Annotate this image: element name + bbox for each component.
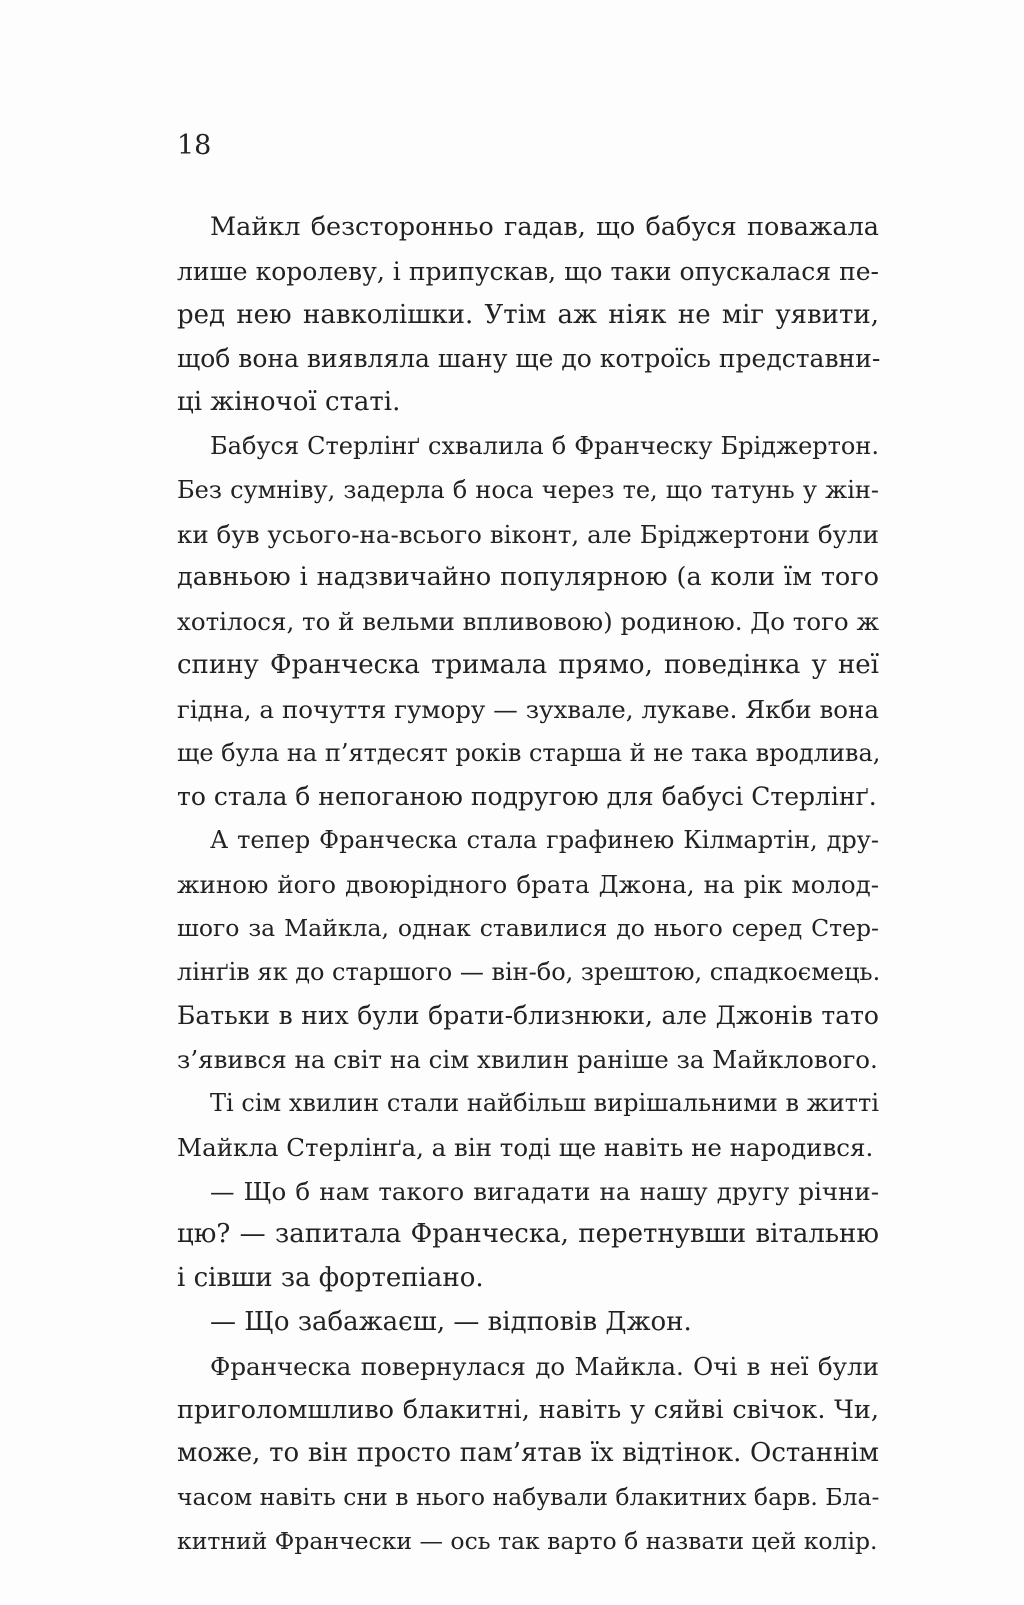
text-line: ред нею навколішки. Утім аж ніяк не міг уявити, — [177, 299, 879, 330]
text-line: — Що б нам такого вигадати на нашу другу річни- — [210, 1176, 879, 1206]
text-line: спину Франческа тримала прямо, поведінка у неї — [177, 649, 879, 680]
text-line: ще була на п’ятдесят років старша й не така вродлива, — [177, 738, 881, 767]
text-line: може, то він просто пам’ятав їх відтінок. Останнім — [177, 1438, 879, 1469]
text-line: давньою і надзвичайно популярною (а коли їм того — [177, 562, 879, 593]
text-line: А тепер Франческа стала графинею Кілмартін, дру- — [210, 826, 879, 855]
text-line: Майкла Стерлінґа, а він тоді ще навіть не народився. — [177, 1132, 874, 1162]
text-line: лише королеву, і припускав, що таки опускалася пе- — [177, 256, 879, 286]
page-number: 18 — [177, 130, 212, 161]
paragraph — [177, 819, 879, 1082]
text-line: китний Франчески — ось так варто б назвати цей колір. — [177, 1526, 878, 1555]
text-line: Майкл безсторонньо гадав, що бабуся поважала — [210, 212, 879, 242]
paragraph — [177, 1345, 879, 1564]
text-line: Батьки в них були брати-близнюки, але Джонів тато — [177, 1001, 879, 1031]
body-text — [177, 206, 879, 1564]
paragraph — [177, 1170, 879, 1301]
text-line: гідна, а почуття гумору — зухвале, лукаве. Якби вона — [177, 694, 879, 724]
text-line: Франческа повернулася до Майкла. Очі в неї були — [210, 1351, 879, 1381]
text-line: ки був усього-на-всього віконт, але Бріджертони були — [177, 519, 879, 549]
text-line: жиною його двоюрідного брата Джона, на рік молод- — [177, 869, 879, 899]
paragraph — [177, 1301, 879, 1345]
text-line: хотілося, то й вельми впливовою) родиною. До того ж — [177, 607, 879, 637]
paragraph — [177, 1082, 879, 1170]
text-line: лінґів як до старшого — він-бо, зрештою, спадкоємець. — [177, 957, 881, 986]
paragraph — [177, 425, 879, 819]
text-line: Бабуся Стерлінґ схвалила б Франческу Бріджертон. — [210, 431, 879, 460]
paragraph — [177, 206, 879, 425]
text-line: цю? — запитала Франческа, перетнувши вітальню — [177, 1219, 879, 1250]
text-line: приголомшливо блакитні, навіть у сяйві свічок. Чи, — [177, 1394, 879, 1425]
text-line: Ті сім хвилин стали найбільш вирішальними в житті — [210, 1088, 879, 1117]
text-line: і сівши за фортепіано. — [177, 1263, 484, 1294]
text-line: з’явився на світ на сім хвилин раніше за Майклового. — [177, 1045, 878, 1075]
text-line: — Що забажаєш, — відповів Джон. — [210, 1306, 692, 1337]
text-line: Без сумніву, задерла б носа через те, що татунь у жін- — [177, 475, 879, 504]
text-line: ці жіночої статі. — [177, 387, 401, 418]
text-line: шого за Майкла, однак ставилися до нього серед Стер- — [177, 913, 879, 942]
text-line: то стала б непоганою подругою для бабусі Стерлінґ. — [177, 782, 877, 812]
text-line: щоб вона виявляла шану ще до котроїсь представни- — [177, 344, 881, 374]
text-line: часом навіть сни в нього набували блакитних барв. Бла- — [177, 1483, 880, 1512]
